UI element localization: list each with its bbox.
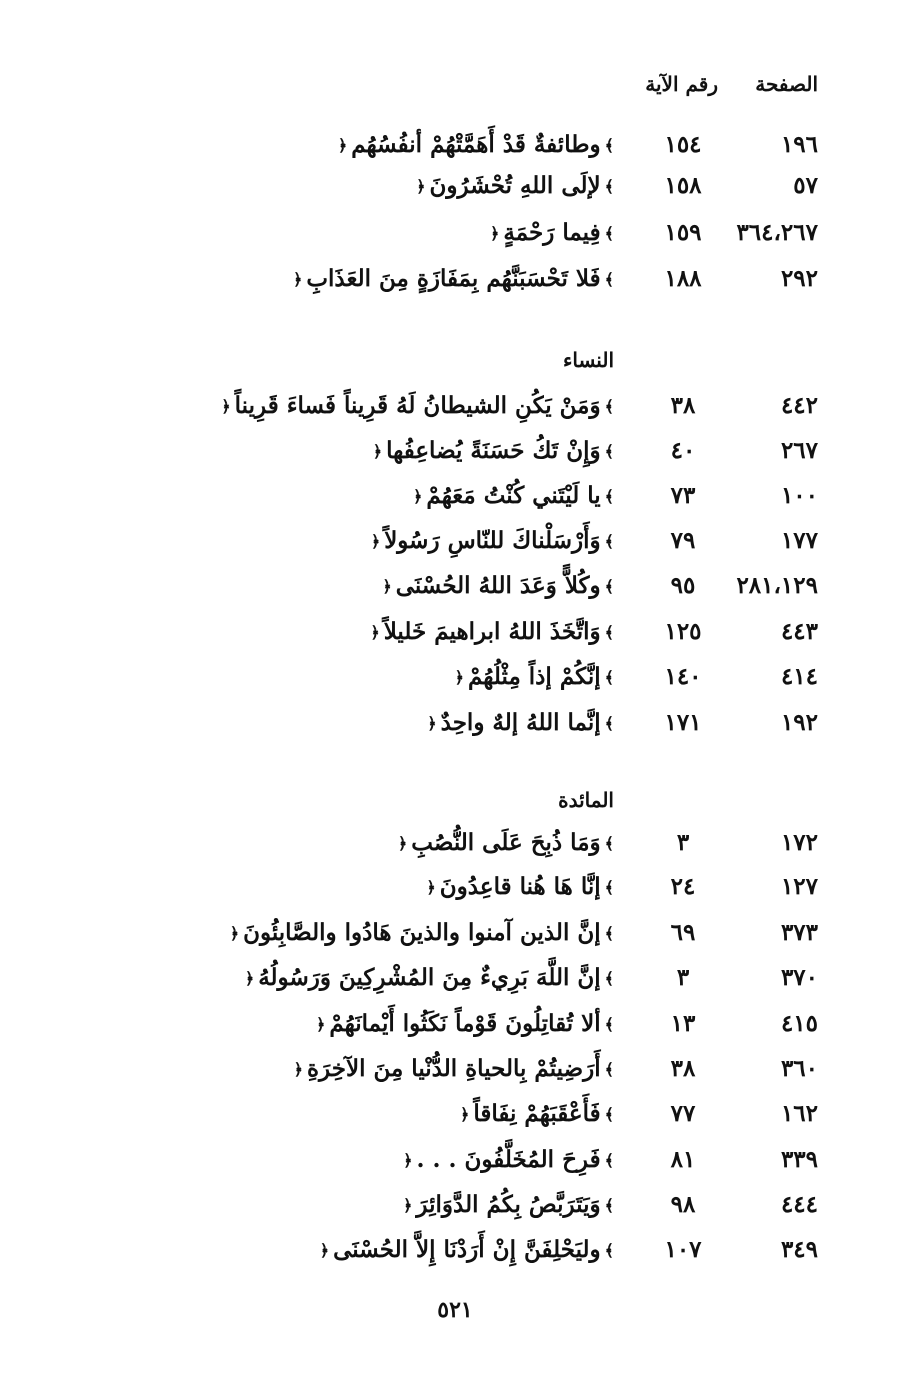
verse-text: وَمَنْ يَكُنِ الشيطانُ لَهُ قَرِيناً فَساءَ قَرِيناً [234, 392, 601, 419]
page-number-cell: ١٩٦ [780, 131, 818, 158]
page-column-label: الصفحة [755, 72, 818, 96]
ornament-open-icon: ﴿ [293, 1060, 303, 1079]
index-row [58, 958, 818, 998]
verse-text: فَلا تَحْسَبَنَّهُم بِمَفَازَةٍ مِنَ العَذَابِ [306, 265, 601, 292]
page-number-cell: ٢٦٧ [780, 437, 818, 464]
page-number-cell: ١٧٧ [780, 527, 818, 554]
index-row [58, 867, 818, 907]
ornament-open-icon: ﴿ [403, 1196, 413, 1215]
verse-text: وليَحْلِفَنَّ إِنْ أَرَدْنَا إِلاَّ الحُسْنَى [333, 1236, 601, 1263]
page-number-cell: ١٧٢ [780, 829, 818, 856]
ornament-close-icon: ﴾ [604, 577, 614, 596]
ornament-open-icon: ﴿ [382, 577, 392, 596]
verse-text: فِيما رَحْمَةٍ [503, 219, 601, 246]
ornament-close-icon: ﴾ [604, 1241, 614, 1260]
ornament-close-icon: ﴾ [604, 924, 614, 943]
verse-text-cell [366, 612, 618, 653]
verse-text-cell [241, 958, 618, 999]
verse-text-cell [412, 166, 618, 207]
verse-number-cell: ٣ [676, 829, 690, 856]
page-number-cell: ٥٧ [793, 172, 818, 199]
verse-number-cell: ٢٤ [670, 873, 696, 900]
verse-text: وكُلاًّ وَعَدَ اللهُ الحُسْنَى [395, 572, 601, 599]
index-row [58, 913, 818, 953]
page-number-cell: ٤١٤ [780, 663, 818, 690]
verse-text: وَإِنْ تَكُ حَسَنَةً يُضاعِفُها [386, 437, 601, 464]
page-number-cell: ٣٧٣ [780, 919, 818, 946]
index-row [58, 1185, 818, 1225]
ornament-open-icon: ﴿ [427, 714, 437, 733]
ornament-close-icon: ﴾ [604, 487, 614, 506]
verse-number-cell: ١٧١ [664, 709, 702, 736]
verse-text-cell [394, 823, 618, 864]
verse-number-cell: ٧٧ [670, 1100, 696, 1127]
verse-text: وَمَا ذُبِحَ عَلَى النُّصُبِ [411, 829, 601, 856]
ornament-open-icon: ﴿ [416, 177, 426, 196]
verse-text-cell [399, 1185, 618, 1226]
ornament-close-icon: ﴾ [604, 270, 614, 289]
verse-number-cell: ١٥٩ [664, 219, 702, 246]
page-number-cell: ١٠٠ [780, 482, 818, 509]
verse-number-cell: ١٥٨ [664, 172, 702, 199]
page-number-cell: ٢٩٢ [780, 265, 818, 292]
index-row [58, 166, 818, 206]
ornament-close-icon: ﴾ [604, 668, 614, 687]
verse-number-cell: ٦٩ [670, 919, 696, 946]
ornament-open-icon: ﴿ [244, 969, 255, 988]
verse-text-cell [217, 386, 618, 427]
verse-number-cell: ٣٨ [670, 1055, 696, 1082]
verse-text: إنَّ الذين آمنوا والذينَ هَادُوا والصَّابِئُونَ [243, 919, 601, 946]
page-number-cell: ٣٦٤،٢٦٧ [736, 219, 818, 246]
ornament-close-icon: ﴾ [604, 969, 614, 988]
verse-text-cell [334, 125, 618, 166]
verse-text-cell [289, 259, 618, 300]
ornament-open-icon: ﴿ [459, 1105, 470, 1124]
verse-text-cell [423, 703, 618, 744]
verse-text-cell [409, 476, 618, 517]
index-row [58, 1004, 818, 1044]
verse-text-cell [312, 1004, 618, 1045]
column-header [518, 72, 818, 106]
verse-number-cell: ٣ [676, 964, 690, 991]
verse-text-cell [486, 213, 618, 254]
index-row [58, 1049, 818, 1089]
verse-text-cell [369, 431, 618, 472]
verse-text: يا لَيْتَني كُنْتُ مَعَهُمْ [426, 482, 601, 509]
verse-text: إنَّما اللهُ إلهٌ واحِدٌ [440, 709, 601, 736]
page-number-cell: ١٦٢ [780, 1100, 818, 1127]
verse-text-cell [422, 867, 618, 908]
ornament-close-icon: ﴾ [604, 1015, 614, 1034]
ornament-open-icon: ﴿ [372, 442, 383, 461]
verse-text: وَاتَّخَذَ اللهُ ابراهيمَ خَليلاً [383, 618, 601, 645]
index-row [58, 566, 818, 606]
verse-text: وطائفةٌ قَدْ أَهَمَّتْهُمْ أنفُسُهُم [351, 131, 601, 158]
index-row [58, 1094, 818, 1134]
index-row [58, 703, 818, 743]
verse-text: لإلَى اللهِ تُحْشَرُونَ [429, 172, 601, 199]
index-row [58, 612, 818, 652]
ornament-close-icon: ﴾ [604, 136, 614, 155]
ornament-close-icon: ﴾ [604, 397, 614, 416]
ornament-open-icon: ﴿ [454, 668, 464, 687]
verse-number-cell: ١٣ [670, 1010, 696, 1037]
verse-text: إنَّ اللَّهَ بَرِيءٌ مِنَ المُشْرِكِينَ وَرَسُولُهُ [258, 964, 601, 991]
page-number-cell: ٤٤٢ [780, 392, 818, 419]
verse-number-cell: ٤٠ [670, 437, 696, 464]
ornament-open-icon: ﴿ [370, 623, 380, 642]
verse-text-cell [367, 521, 618, 562]
index-row [58, 1230, 818, 1270]
verse-number-cell: ١٨٨ [664, 265, 702, 292]
index-row [58, 431, 818, 471]
verse-text-cell [399, 1140, 618, 1181]
verse-text-cell [226, 913, 618, 954]
index-row [58, 259, 818, 299]
verse-text: فَرِحَ المُخَلَّفُونَ . . . [416, 1146, 601, 1173]
ornament-close-icon: ﴾ [604, 1196, 614, 1215]
ornament-open-icon: ﴿ [229, 924, 240, 943]
index-row [58, 213, 818, 253]
verse-number-cell: ٣٨ [670, 392, 696, 419]
index-row [58, 657, 818, 697]
page-number-cell: ١٩٢ [780, 709, 818, 736]
page-number-cell: ٤٤٤ [780, 1191, 818, 1218]
verse-text-cell [451, 657, 618, 698]
ornament-close-icon: ﴾ [604, 1151, 614, 1170]
ornament-open-icon: ﴿ [315, 1015, 326, 1034]
ornament-open-icon: ﴿ [426, 878, 436, 897]
surah-heading: المائدة [558, 788, 614, 812]
ornament-close-icon: ﴾ [604, 714, 614, 733]
index-row [58, 386, 818, 426]
ornament-open-icon: ﴿ [221, 397, 231, 416]
ornament-close-icon: ﴾ [604, 834, 614, 853]
ornament-close-icon: ﴾ [604, 177, 614, 196]
verse-number-cell: ٧٣ [670, 482, 696, 509]
page-number-cell: ٣٦٠ [780, 1055, 818, 1082]
verse-text: وَأَرْسَلْناكَ للنّاسِ رَسُولاً [384, 527, 601, 554]
ornament-close-icon: ﴾ [604, 224, 614, 243]
page-number-cell: ٤١٥ [780, 1010, 818, 1037]
ornament-open-icon: ﴿ [319, 1241, 330, 1260]
verse-text: وَيَتَرَبَّصُ بِكُمُ الدَّوَائِرَ [416, 1191, 601, 1218]
verse-text: إنَّكُمْ إذاً مِثْلُهُمْ [468, 663, 601, 690]
index-row [58, 521, 818, 561]
verse-text-cell [316, 1230, 618, 1271]
ornament-open-icon: ﴿ [490, 224, 500, 243]
index-row [58, 823, 818, 863]
index-row [58, 1140, 818, 1180]
ornament-open-icon: ﴿ [403, 1151, 413, 1170]
verse-number-cell: ١٤٠ [664, 663, 702, 690]
verse-text-cell [378, 566, 618, 607]
page-number-cell: ١٢٧ [780, 873, 818, 900]
verse-text: فَأَعْقَبَهُمْ نِفَاقاً [473, 1100, 601, 1127]
ornament-open-icon: ﴿ [397, 834, 408, 853]
page-number-cell: ٢٨١،١٢٩ [736, 572, 818, 599]
surah-heading: النساء [562, 348, 614, 372]
ornament-close-icon: ﴾ [604, 878, 614, 897]
page-number-cell: ٤٤٣ [780, 618, 818, 645]
verse-text: إنَّا هَا هُنا قاعِدُونَ [439, 873, 601, 900]
page-number-cell: ٣٧٠ [780, 964, 818, 991]
ornament-close-icon: ﴾ [604, 623, 614, 642]
ornament-close-icon: ﴾ [604, 1060, 614, 1079]
verse-column-label: رقم الآية [645, 72, 718, 96]
verse-number-cell: ٨١ [670, 1146, 696, 1173]
ornament-close-icon: ﴾ [604, 532, 614, 551]
index-row [58, 476, 818, 516]
ornament-open-icon: ﴿ [413, 487, 423, 506]
verse-text: ألا تُقاتِلُونَ قَوْماً نَكَثُوا أَيْمانَهُمْ [329, 1010, 601, 1037]
verse-number-cell: ٩٥ [670, 572, 696, 599]
ornament-close-icon: ﴾ [604, 1105, 614, 1124]
verse-number-cell: ٧٩ [670, 527, 696, 554]
page-number: ٥٢١ [437, 1297, 473, 1323]
ornament-open-icon: ﴿ [337, 136, 348, 155]
ornament-close-icon: ﴾ [604, 442, 614, 461]
verse-text-cell [456, 1094, 618, 1135]
ornament-open-icon: ﴿ [293, 270, 303, 289]
page-number-cell: ٣٣٩ [780, 1146, 818, 1173]
ornament-open-icon: ﴿ [370, 532, 381, 551]
verse-number-cell: ١٢٥ [664, 618, 702, 645]
verse-number-cell: ١٠٧ [664, 1236, 702, 1263]
verse-text-cell [290, 1049, 618, 1090]
page-number-cell: ٣٤٩ [780, 1236, 818, 1263]
index-row [58, 125, 818, 165]
verse-number-cell: ١٥٤ [664, 131, 702, 158]
verse-number-cell: ٩٨ [670, 1191, 696, 1218]
verse-text: أَرَضِيتُمْ بِالحياةِ الدُّنْيا مِنَ الآخِرَةِ [307, 1055, 601, 1082]
